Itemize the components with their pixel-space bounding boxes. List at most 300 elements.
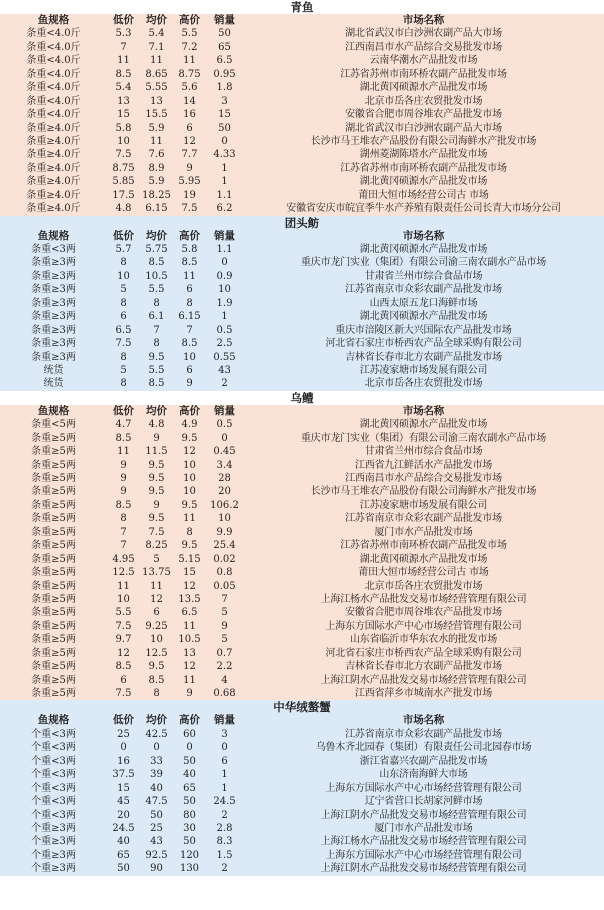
high-price-cell: 5.8 — [181, 244, 198, 255]
avg-price-cell: 9.5 — [148, 513, 165, 525]
market-name-cell: 上海东方国际水产中心市场经营管理有限公司 — [325, 782, 522, 794]
avg-price-cell: 9 — [153, 499, 160, 511]
column-header: 低价 — [113, 14, 134, 26]
volume-cell: 3.4 — [216, 459, 233, 471]
avg-price-cell: 5.9 — [148, 176, 165, 188]
low-price-cell: 17.5 — [112, 189, 135, 201]
low-price-cell: 6 — [120, 674, 127, 686]
column-header: 销量 — [214, 229, 235, 242]
low-price-cell: 5 — [120, 364, 127, 376]
market-name-cell: 乌鲁木齐北园春（集团）有限责任公司北园春市场 — [315, 742, 532, 754]
volume-cell: 0.5 — [216, 324, 233, 336]
avg-price-cell: 50 — [150, 809, 163, 821]
volume-cell: 28 — [218, 473, 231, 484]
market-name-cell: 上海江阴水产品批发交易市场经营管理有限公司 — [320, 809, 527, 821]
low-price-cell: 10 — [117, 270, 130, 282]
table-row — [0, 620, 604, 633]
high-price-cell: 50 — [183, 836, 196, 848]
high-price-cell: 10 — [183, 459, 196, 471]
high-price-cell: 5.15 — [178, 553, 201, 565]
low-price-cell: 4.95 — [112, 553, 135, 565]
avg-price-cell: 42.5 — [145, 728, 168, 740]
low-price-cell: 5 — [120, 284, 127, 296]
header-row — [0, 405, 604, 418]
spec-cell: 条重≥3两 — [31, 270, 76, 282]
table-row — [0, 148, 604, 161]
volume-cell: 1 — [221, 162, 228, 174]
low-price-cell: 5.7 — [115, 244, 132, 255]
volume-cell: 1.1 — [216, 189, 233, 201]
market-name-cell: 北京市岳各庄农贸批发市场 — [364, 95, 483, 107]
market-name-cell: 江西南昌市水产品综合交易批发市场 — [345, 473, 502, 484]
table-row — [0, 768, 604, 781]
avg-price-cell: 8.5 — [148, 257, 165, 269]
market-name-cell: 云南华潮水产品批发市场 — [369, 55, 478, 67]
spec-cell: 个重<3两 — [31, 796, 76, 808]
spec-cell: 条重<5两 — [31, 419, 76, 431]
table-row — [0, 849, 604, 862]
volume-cell: 0.05 — [213, 580, 236, 592]
section-title: 团头鲂 — [0, 216, 604, 230]
avg-price-cell: 7.5 — [148, 526, 165, 538]
market-name-cell: 湖北黄冈硕源水产品批发市场 — [359, 82, 488, 94]
low-price-cell: 7 — [120, 526, 127, 538]
low-price-cell: 8.5 — [115, 432, 132, 444]
spec-cell: 统货 — [43, 378, 64, 390]
table-row — [0, 606, 604, 619]
column-header: 鱼规格 — [37, 229, 70, 242]
column-header: 低价 — [113, 404, 134, 417]
table-row — [0, 822, 604, 835]
volume-cell: 6 — [221, 755, 228, 767]
column-header: 低价 — [113, 229, 134, 242]
volume-cell: 2.8 — [216, 822, 233, 834]
avg-price-cell: 9.25 — [145, 620, 168, 632]
volume-cell: 2.5 — [216, 338, 233, 350]
column-header: 市场名称 — [402, 714, 445, 727]
table-row — [0, 351, 604, 364]
table-row — [0, 202, 604, 215]
market-name-cell: 湖北黄冈硕源水产品批发市场 — [359, 176, 488, 188]
high-price-cell: 60 — [183, 728, 196, 740]
spec-cell: 条重≥5两 — [31, 446, 76, 458]
high-price-cell: 12 — [183, 580, 196, 592]
spec-cell: 个重<3两 — [31, 769, 76, 781]
market-name-cell: 甘肃省兰州市综合食品市场 — [364, 270, 483, 282]
spec-cell: 条重<4.0斤 — [26, 95, 81, 107]
spec-cell: 个重≥3两 — [31, 836, 76, 848]
avg-price-cell: 8.65 — [145, 68, 168, 80]
volume-cell: 9.9 — [216, 526, 233, 538]
high-price-cell: 120 — [179, 849, 200, 861]
column-header: 均价 — [146, 229, 167, 242]
volume-cell: 65 — [218, 41, 231, 53]
volume-cell: 1.8 — [216, 82, 233, 94]
avg-price-cell: 9 — [153, 432, 160, 444]
avg-price-cell: 9.5 — [148, 661, 165, 673]
low-price-cell: 5.3 — [115, 28, 132, 40]
spec-cell: 个重≥3两 — [31, 822, 76, 834]
spec-cell: 条重≥5两 — [31, 567, 76, 579]
volume-cell: 0 — [221, 742, 228, 754]
volume-cell: 15 — [218, 109, 231, 121]
spec-cell: 条重≥5两 — [31, 486, 76, 498]
low-price-cell: 4.8 — [115, 203, 132, 215]
low-price-cell: 10 — [117, 593, 130, 605]
table-row — [0, 512, 604, 525]
low-price-cell: 8.5 — [115, 661, 132, 673]
volume-cell: 0 — [221, 432, 228, 444]
section-3 — [0, 700, 604, 875]
volume-cell: 8.3 — [216, 836, 233, 848]
header-row — [0, 714, 604, 727]
volume-cell: 1 — [221, 176, 228, 188]
high-price-cell: 8 — [186, 526, 193, 538]
volume-cell: 4.33 — [213, 149, 236, 161]
volume-cell: 0.8 — [216, 567, 233, 579]
avg-price-cell: 7 — [153, 324, 160, 336]
table-row — [0, 337, 604, 350]
low-price-cell: 20 — [117, 809, 130, 821]
high-price-cell: 11 — [183, 674, 196, 686]
volume-cell: 0.5 — [216, 419, 233, 431]
spec-cell: 条重<4.0斤 — [26, 68, 81, 80]
table-row — [0, 256, 604, 269]
table-row — [0, 135, 604, 148]
high-price-cell: 12 — [183, 661, 196, 673]
low-price-cell: 37.5 — [112, 769, 135, 781]
table-row — [0, 553, 604, 566]
avg-price-cell: 11 — [150, 580, 163, 592]
low-price-cell: 8.5 — [115, 68, 132, 80]
volume-cell: 6.2 — [216, 203, 233, 215]
volume-cell: 1 — [221, 311, 228, 323]
table-row — [0, 364, 604, 377]
market-name-cell: 江苏省苏州市南环桥农副产品批发市场 — [340, 68, 507, 80]
low-price-cell: 7.5 — [115, 620, 132, 632]
low-price-cell: 6 — [120, 311, 127, 323]
volume-cell: 106.2 — [210, 499, 239, 511]
column-header: 鱼规格 — [37, 404, 70, 417]
high-price-cell: 130 — [179, 863, 200, 875]
table-row — [0, 580, 604, 593]
avg-price-cell: 5 — [153, 553, 160, 565]
table-row — [0, 162, 604, 175]
market-name-cell: 上海江阴水产品批发交易市场经营管理有限公司 — [320, 674, 527, 686]
table-row — [0, 835, 604, 848]
market-name-cell: 江苏省南京市众彩农副产品批发市场 — [345, 513, 502, 525]
high-price-cell: 9 — [186, 378, 193, 390]
low-price-cell: 5.85 — [112, 176, 135, 188]
low-price-cell: 45 — [117, 796, 130, 808]
avg-price-cell: 12.5 — [145, 647, 168, 659]
low-price-cell: 9 — [120, 486, 127, 498]
high-price-cell: 7.2 — [181, 41, 198, 53]
market-name-cell: 江西省萍乡市城南水产批发市场 — [354, 688, 493, 699]
market-name-cell: 重庆市涪陵区新大兴国际农产品批发市场 — [335, 324, 512, 336]
high-price-cell: 65 — [183, 782, 196, 794]
market-name-cell: 长沙市马王堆农产品股份有限公司海鲜水产批发市场 — [310, 486, 537, 498]
market-name-cell: 安徽省合肥市周谷堆农产品批发市场 — [345, 607, 502, 619]
table-row — [0, 809, 604, 822]
market-name-cell: 河北省石家庄市桥西农产品全球采购有限公司 — [325, 647, 522, 659]
spec-cell: 条重≥5两 — [31, 432, 76, 444]
low-price-cell: 7.5 — [115, 149, 132, 161]
low-price-cell: 16 — [117, 755, 130, 767]
avg-price-cell: 10.5 — [145, 270, 168, 282]
market-name-cell: 上海江阴水产品批发交易市场经营管理有限公司 — [320, 863, 527, 875]
spec-cell: 个重≥3两 — [31, 863, 76, 875]
avg-price-cell: 4.8 — [148, 419, 165, 431]
spec-cell: 条重≥5两 — [31, 473, 76, 484]
section-title: 中华绒螯蟹 — [0, 700, 604, 714]
spec-cell: 统货 — [43, 364, 64, 376]
avg-price-cell: 8 — [153, 338, 160, 350]
spec-cell: 条重<4.0斤 — [26, 55, 81, 67]
low-price-cell: 7 — [120, 540, 127, 552]
market-name-cell: 江西南昌市水产品综合交易批发市场 — [345, 41, 502, 53]
avg-price-cell: 5.75 — [145, 244, 168, 255]
high-price-cell: 50 — [183, 755, 196, 767]
market-name-cell: 山西太原五龙口海鲜市场 — [369, 297, 478, 309]
column-header: 销量 — [214, 14, 235, 26]
avg-price-cell: 12 — [150, 593, 163, 605]
table-row — [0, 862, 604, 875]
market-name-cell: 江苏省苏州市南环桥农副产品批发市场 — [340, 162, 507, 174]
table-row — [0, 472, 604, 485]
section-0 — [0, 0, 604, 216]
high-price-cell: 6 — [186, 284, 193, 296]
volume-cell: 5 — [221, 607, 228, 619]
section-title: 乌鳢 — [0, 391, 604, 405]
spec-cell: 条重≥3两 — [31, 284, 76, 296]
low-price-cell: 40 — [117, 836, 130, 848]
volume-cell: 3 — [221, 728, 228, 740]
market-name-cell: 莆田大恒市场经营公司古 市场 — [358, 567, 489, 579]
volume-cell: 1.5 — [216, 849, 233, 861]
market-name-cell: 厦门市水产品批发市场 — [374, 822, 473, 834]
high-price-cell: 12 — [183, 135, 196, 147]
market-name-cell: 北京市岳各庄农贸批发市场 — [364, 580, 483, 592]
table-row — [0, 27, 604, 40]
low-price-cell: 12.5 — [112, 567, 135, 579]
avg-price-cell: 5.4 — [148, 28, 165, 40]
high-price-cell: 11 — [183, 620, 196, 632]
market-name-cell: 山东省临沂市华东农水的批发市场 — [350, 634, 497, 646]
spec-cell: 条重<4.0斤 — [26, 41, 81, 53]
avg-price-cell: 43 — [150, 836, 163, 848]
avg-price-cell: 13.75 — [142, 567, 171, 579]
volume-cell: 4 — [221, 674, 228, 686]
low-price-cell: 65 — [117, 849, 130, 861]
market-name-cell: 长沙市马王堆农产品股份有限公司海鲜水产批发市场 — [310, 135, 537, 147]
spec-cell: 条重≥5两 — [31, 674, 76, 686]
volume-cell: 0.02 — [213, 553, 236, 565]
avg-price-cell: 7.1 — [148, 41, 165, 53]
high-price-cell: 11 — [183, 270, 196, 282]
table-row — [0, 741, 604, 754]
avg-price-cell: 11 — [150, 135, 163, 147]
avg-price-cell: 18.25 — [142, 189, 171, 201]
table-row — [0, 270, 604, 283]
spec-cell: 条重<4.0斤 — [26, 28, 81, 40]
avg-price-cell: 9.5 — [148, 473, 165, 484]
avg-price-cell: 9.5 — [148, 486, 165, 498]
spec-cell: 条重≥4.0斤 — [26, 149, 81, 161]
avg-price-cell: 8.9 — [148, 162, 165, 174]
volume-cell: 9 — [221, 620, 228, 632]
volume-cell: 6.5 — [216, 55, 233, 67]
column-header: 低价 — [113, 714, 134, 727]
volume-cell: 0.9 — [216, 270, 233, 282]
spec-cell: 条重≥3两 — [31, 338, 76, 350]
avg-price-cell: 33 — [150, 755, 163, 767]
table-row — [0, 310, 604, 323]
low-price-cell: 7 — [120, 41, 127, 53]
high-price-cell: 9.5 — [181, 540, 198, 552]
high-price-cell: 40 — [183, 769, 196, 781]
high-price-cell: 9 — [186, 688, 193, 699]
avg-price-cell: 47.5 — [145, 796, 168, 808]
avg-price-cell: 8 — [153, 688, 160, 699]
spec-cell: 条重<4.0斤 — [26, 82, 81, 94]
low-price-cell: 25 — [117, 728, 130, 740]
table-row — [0, 445, 604, 458]
spec-cell: 个重≥3两 — [31, 849, 76, 861]
avg-price-cell: 5.55 — [145, 82, 168, 94]
avg-price-cell: 92.5 — [145, 849, 168, 861]
market-name-cell: 上海江杨水产品批发交易市场经营管理有限公司 — [320, 593, 527, 605]
volume-cell: 1.9 — [216, 297, 233, 309]
market-name-cell: 甘肃省兰州市综合食品市场 — [364, 446, 483, 458]
spec-cell: 个重<3两 — [31, 809, 76, 821]
avg-price-cell: 5.5 — [148, 364, 165, 376]
high-price-cell: 19 — [183, 189, 196, 201]
table-row — [0, 377, 604, 390]
high-price-cell: 10 — [183, 486, 196, 498]
avg-price-cell: 11 — [150, 55, 163, 67]
low-price-cell: 11 — [117, 446, 130, 458]
high-price-cell: 7 — [186, 324, 193, 336]
table-row — [0, 728, 604, 741]
high-price-cell: 11 — [183, 55, 196, 67]
avg-price-cell: 25 — [150, 822, 163, 834]
volume-cell: 0.55 — [213, 351, 236, 363]
low-price-cell: 5.5 — [115, 607, 132, 619]
low-price-cell: 15 — [117, 782, 130, 794]
avg-price-cell: 8.25 — [145, 540, 168, 552]
low-price-cell: 10 — [117, 135, 130, 147]
spec-cell: 条重≥5两 — [31, 513, 76, 525]
table-row — [0, 795, 604, 808]
market-name-cell: 江苏省南京市众彩农副产品批发市场 — [345, 284, 502, 296]
table-row — [0, 95, 604, 108]
market-name-cell: 江苏省苏州市南环桥农副产品批发市场 — [340, 540, 507, 552]
high-price-cell: 8.75 — [178, 68, 201, 80]
high-price-cell: 30 — [183, 822, 196, 834]
column-header: 鱼规格 — [37, 14, 70, 26]
column-header: 均价 — [146, 714, 167, 727]
market-name-cell: 吉林省长春市北方农副产品批发市场 — [345, 661, 502, 673]
avg-price-cell: 8.5 — [148, 378, 165, 390]
high-price-cell: 16 — [183, 109, 196, 121]
column-header: 高价 — [179, 229, 200, 242]
low-price-cell: 11 — [117, 580, 130, 592]
high-price-cell: 8.5 — [181, 338, 198, 350]
low-price-cell: 8 — [120, 351, 127, 363]
column-header: 销量 — [214, 714, 235, 727]
high-price-cell: 6 — [186, 364, 193, 376]
high-price-cell: 9.5 — [181, 499, 198, 511]
spec-cell: 条重≥5两 — [31, 499, 76, 511]
table-row — [0, 122, 604, 135]
market-name-cell: 吉林省长春市北方农副产品批发市场 — [345, 351, 502, 363]
section-2 — [0, 391, 604, 701]
table-row — [0, 782, 604, 795]
column-header: 销量 — [214, 404, 235, 417]
table-row — [0, 499, 604, 512]
market-name-cell: 莆田大恒市场经营公司古 市场 — [358, 189, 489, 201]
low-price-cell: 5.8 — [115, 122, 132, 134]
table-row — [0, 418, 604, 431]
low-price-cell: 8.5 — [115, 499, 132, 511]
volume-cell: 2.2 — [216, 661, 233, 673]
low-price-cell: 0 — [120, 742, 127, 754]
column-header: 高价 — [179, 14, 200, 26]
column-header: 鱼规格 — [37, 714, 70, 727]
high-price-cell: 0 — [186, 742, 193, 754]
spec-cell: 条重≥3两 — [31, 351, 76, 363]
spec-cell: 个重<3两 — [31, 755, 76, 767]
high-price-cell: 14 — [183, 95, 196, 107]
high-price-cell: 6.15 — [178, 311, 201, 323]
volume-cell: 43 — [218, 364, 231, 376]
column-header: 市场名称 — [402, 14, 445, 26]
avg-price-cell: 9.5 — [148, 459, 165, 471]
spec-cell: 条重≥5两 — [31, 593, 76, 605]
volume-cell: 0 — [221, 257, 228, 269]
market-name-cell: 重庆市龙门实业（集团）有限公司渝三南农副水产品市场 — [301, 257, 546, 269]
spec-cell: 条重<3两 — [31, 244, 76, 255]
avg-price-cell: 10 — [150, 634, 163, 646]
spec-cell: 条重≥3两 — [31, 311, 76, 323]
spec-cell: 条重≥4.0斤 — [26, 135, 81, 147]
spec-cell: 条重≥5两 — [31, 688, 76, 699]
volume-cell: 1.1 — [216, 244, 233, 255]
high-price-cell: 9.5 — [181, 432, 198, 444]
table-row — [0, 539, 604, 552]
high-price-cell: 5.95 — [178, 176, 201, 188]
spec-cell: 条重<4.0斤 — [26, 109, 81, 121]
spec-cell: 条重≥5两 — [31, 661, 76, 673]
table-row — [0, 674, 604, 687]
market-name-cell: 山东济南海鲜大市场 — [379, 769, 468, 781]
volume-cell: 2 — [221, 378, 228, 390]
table-row — [0, 660, 604, 673]
low-price-cell: 8.75 — [112, 162, 135, 174]
avg-price-cell: 0 — [153, 742, 160, 754]
low-price-cell: 7.5 — [115, 338, 132, 350]
high-price-cell: 5.5 — [181, 28, 198, 40]
avg-price-cell: 40 — [150, 782, 163, 794]
volume-cell: 0 — [221, 135, 228, 147]
volume-cell: 0.95 — [213, 68, 236, 80]
avg-price-cell: 8 — [153, 297, 160, 309]
high-price-cell: 50 — [183, 796, 196, 808]
volume-cell: 1 — [221, 769, 228, 781]
market-name-cell: 湖北省武汉市白沙洲农副产品大市场 — [345, 28, 502, 40]
table-row — [0, 687, 604, 700]
